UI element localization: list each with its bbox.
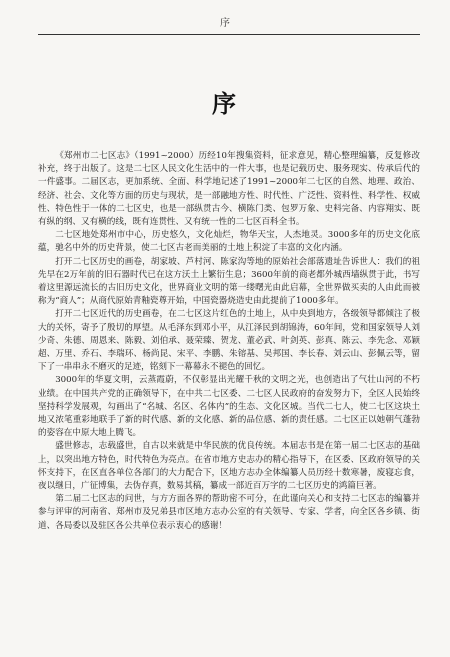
body-text <box>38 150 420 533</box>
paragraph-6: 盛世修志，志载盛世，自古以来就是中华民族的优良传统。本届志书是在第一届二七区志的基础上，以突出地方特色，时代特色为亮点。在省市地方史志办的精心指导下，在区委、区政府领导的关怀支持下，在区直各单位各部门的大力配合下，区地方志办全体编纂人员历经十数寒暑，废寝忘食，夜以继日，广征博集，去伪存真，数易其稿，纂成一部近百万字的二七区历史的鸿篇巨著。 <box>38 441 420 492</box>
paragraph-3: 打开二七区历史的画卷，胡家坡、芦村河、陈家沟等地的原始社会部落遗址告诉世人：我们的祖先早在2万年前的旧石器时代已在这方沃土上繁衍生息；3600年前的商老都外城西墙纵贯于此，书写着这里源远流长的古旧历史文化，世界商业文明的第一缕曙光由此启幕，全世界做买卖的人由此而被称为“商人”；从商代原始青釉瓷尊开始，中国瓷器烧造史由此提前了1000多年。 <box>38 256 420 307</box>
paragraph-4: 打开二七区近代的历史画卷，在二七区这片红色的土地上，从中央到地方，各级领导都倾注了极大的关怀，寄予了殷切的厚望。从毛泽东到邓小平，从江泽民到胡锦涛，60年间，党和国家领导人刘少奇、朱德、周恩来、陈毅、刘伯承、聂荣臻、贺龙、董必武、叶剑英、彭真、陈云、李先念、邓颖超、万里、乔石、李瑞环、杨尚昆、宋平、李鹏、朱镕基、吴邦国、李长春、刘云山、彭佩云等，留下了一串串永不磨灭的足迹，铭刻下一幕幕永不褪色的回忆。 <box>38 309 420 373</box>
running-header: 序 <box>220 18 230 29</box>
header-rule <box>38 34 420 35</box>
paragraph-1: 《郑州市二七区志》（1991~2000）历经10年搜集资料，征求意见，精心整理编纂，反复修改补充，终于出版了。这是二七区人民文化生活中的一件大事，也是记载历史、服务现实、传承后代的一件盛事。二届区志，更加系统、全面、科学地记述了1991~2000年二七区的自然、地理、政治、经济、社会、文化等方面的历史与现状，是一部融地方性、时代性、广泛性、资料性、科学性、权威性、特色性于一体的二七区史，也是一部纵贯古今、横陈门类、包罗万象、史料完备、内容翔实、既有纵的纲、又有横的线，既有连贯性、又有统一性的二七区百科全书。 <box>38 151 420 228</box>
page-title: 序 <box>212 89 238 118</box>
paragraph-5: 3000年的华夏文明，云蒸霞蔚，不仅彰显出光耀千秋的文明之光，也创造出了气壮山河的不朽业绩。在中国共产党的正确领导下，在中共二七区委、二七区人民政府的奋发努力下，全区人民始终坚持科学发展观，勾画出了“名城、名区、名体内”的生态、文化区城。当代二七人，使二七区这块土地又浓笔重彩地联手了新的时代感、新的文化感、新的品位感、新的责任感。二七区正以她朝气蓬勃的姿容在中原大地上腾飞。 <box>38 375 420 439</box>
paragraph-2: 二七区地处郑州市中心，历史悠久，文化灿烂，物华天宝，人杰地灵。3000多年的历史文化底蕴，驰名中外的历史背景，使二七区古老而美丽的土地上积淀了丰富的文化内涵。 <box>38 230 420 254</box>
paragraph-7: 第二届二七区志的问世，与方方面各界的帮助密不可分，在此谨向关心和支持二七区志的编纂并参与评审的河南省、郑州市及兄弟县市区地方志办公室的有关领导、专家、学者，向全区各乡镇、街道、各局委以及驻区各公共单位表示衷心的感谢！ <box>38 494 420 531</box>
